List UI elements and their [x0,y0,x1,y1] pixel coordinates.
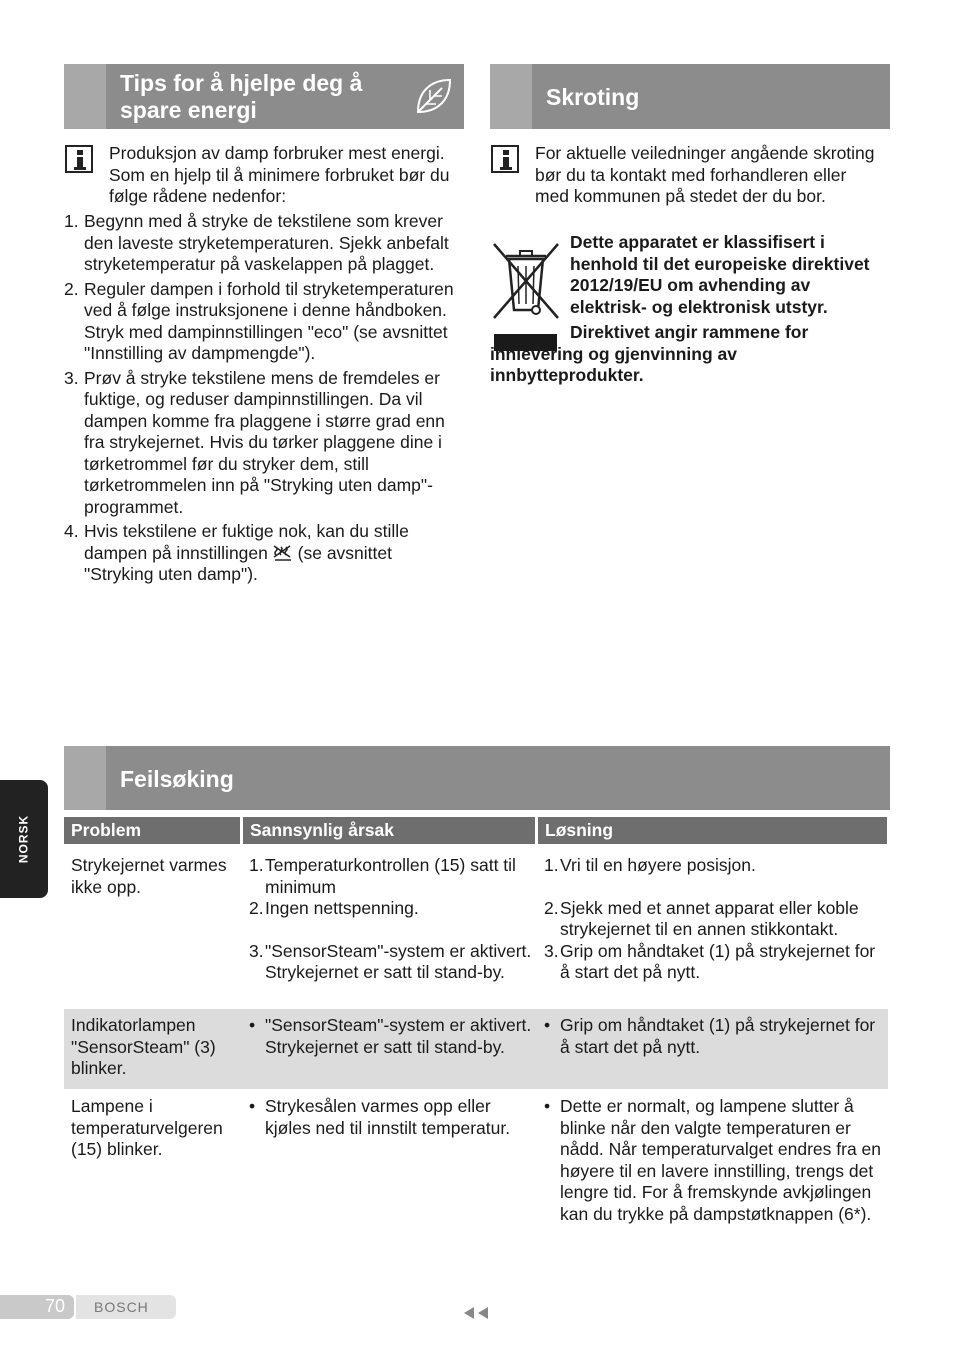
table-row-cause: 1. Temperaturkontrollen (15) satt til minimum 2. Ingen nettspenning. 3. "SensorSteam"-system er aktivert. Strykejernet er satt til stand-by. [249,855,532,982]
list-item: 2. Reguler dampen i forhold til stryketemperaturen ved å følge instruksjonene i denne håndboken. Stryk med dampinnstillingen "eco" (se avsnittet "Innstilling av dampmengde"). [64,278,454,363]
no-steam-icon [273,545,293,561]
list-item: 4. Hvis tekstilene er fuktige nok, kan du stille dampen på innstillingen (se avsnittet "Stryking uten damp"). [64,521,409,584]
table-row-problem: Indikatorlampen "SensorSteam" (3) blinker. [71,1015,216,1078]
header-tab [64,64,106,129]
directive-text: Direktivet angir rammene for innlevering og gjenvinning av innbytteprodukter. [490,322,809,385]
table-row-solution: • Dette er normalt, og lampene slutter å blinke når den valgte temperaturen er nådd. Når temperaturvalget endres fra en høyere til en lavere innstilling, trengs det lengre tid. For å fremskynde avkjølingen kan du trykke på dampstøtknappen (6*). [544,1096,882,1224]
tips-intro: Produksjon av damp forbruker mest energi. Som en hjelp til å minimere forbruket bør du følge rådene nedenfor: [109,143,450,206]
disposal-header [490,64,890,129]
tips-title: Tips for å hjelpe deg å spare energi [120,70,363,123]
header-tab [64,746,106,810]
language-tab: NORSK [0,780,48,898]
table-row-cause: • "SensorSteam"-system er aktivert. Strykejernet er satt til stand-by. [249,1015,532,1057]
tips-header [64,64,464,129]
table-row-problem: Lampene i temperaturvelgeren (15) blinker. [71,1096,223,1159]
col-header-cause: Sannsynlig årsak [243,817,535,844]
list-item: 1. Begynn med å stryke de tekstilene som krever den laveste stryketemperaturen. Sjekk anbefalt stryketemperatur på vaskelappen på plagget. [64,211,449,274]
troubleshooting-title: Feilsøking [120,766,234,792]
page-number: 70 [0,1295,74,1319]
table-row-problem: Strykejernet varmes ikke opp. [71,855,227,897]
weee-text: Dette apparatet er klassifisert i henhold til det europeiske direktivet 2012/19/EU om avhending av elektrisk- og elektronisk utstyr. [570,232,870,317]
info-icon [491,145,519,173]
col-header-problem: Problem [64,817,240,844]
table-row-solution: 1. Vri til en høyere posisjon. 2. Sjekk med et annet apparat eller koble strykejernet til en annen stikkontakt. 3. Grip om håndtaket (1) på strykejernet for å start det på nytt. [544,855,876,982]
col-header-solution: Løsning [538,817,887,844]
brand-label: BOSCH [76,1295,176,1319]
troubleshooting-header [64,746,890,810]
disposal-title: Skroting [546,84,640,110]
crossed-bin-icon [490,236,562,324]
back-arrows-icon[interactable] [462,1306,490,1320]
table-row-cause: • Strykesålen varmes opp eller kjøles ned til innstilt temperatur. [249,1096,511,1138]
list-item: 3. Prøv å stryke tekstilene mens de fremdeles er fuktige, og reduser dampinnstillingen. Da vil dampen komme fra plaggene i større grad enn fra strykejernet. Hvis du tørker plaggene dine i tørketrommel før du stryker dem, still tørketrommelen inn på "Stryking uten damp"-programmet. [64,367,445,517]
disposal-intro: For aktuelle veiledninger angående skroting bør du ta kontakt med forhandleren eller med kommunen på stedet der du bor. [535,143,875,206]
info-icon [65,145,93,173]
leaf-icon [412,74,456,118]
table-row-solution: • Grip om håndtaket (1) på strykejernet for å start det på nytt. [544,1015,876,1057]
tips-list [64,211,460,589]
header-tab [490,64,532,129]
